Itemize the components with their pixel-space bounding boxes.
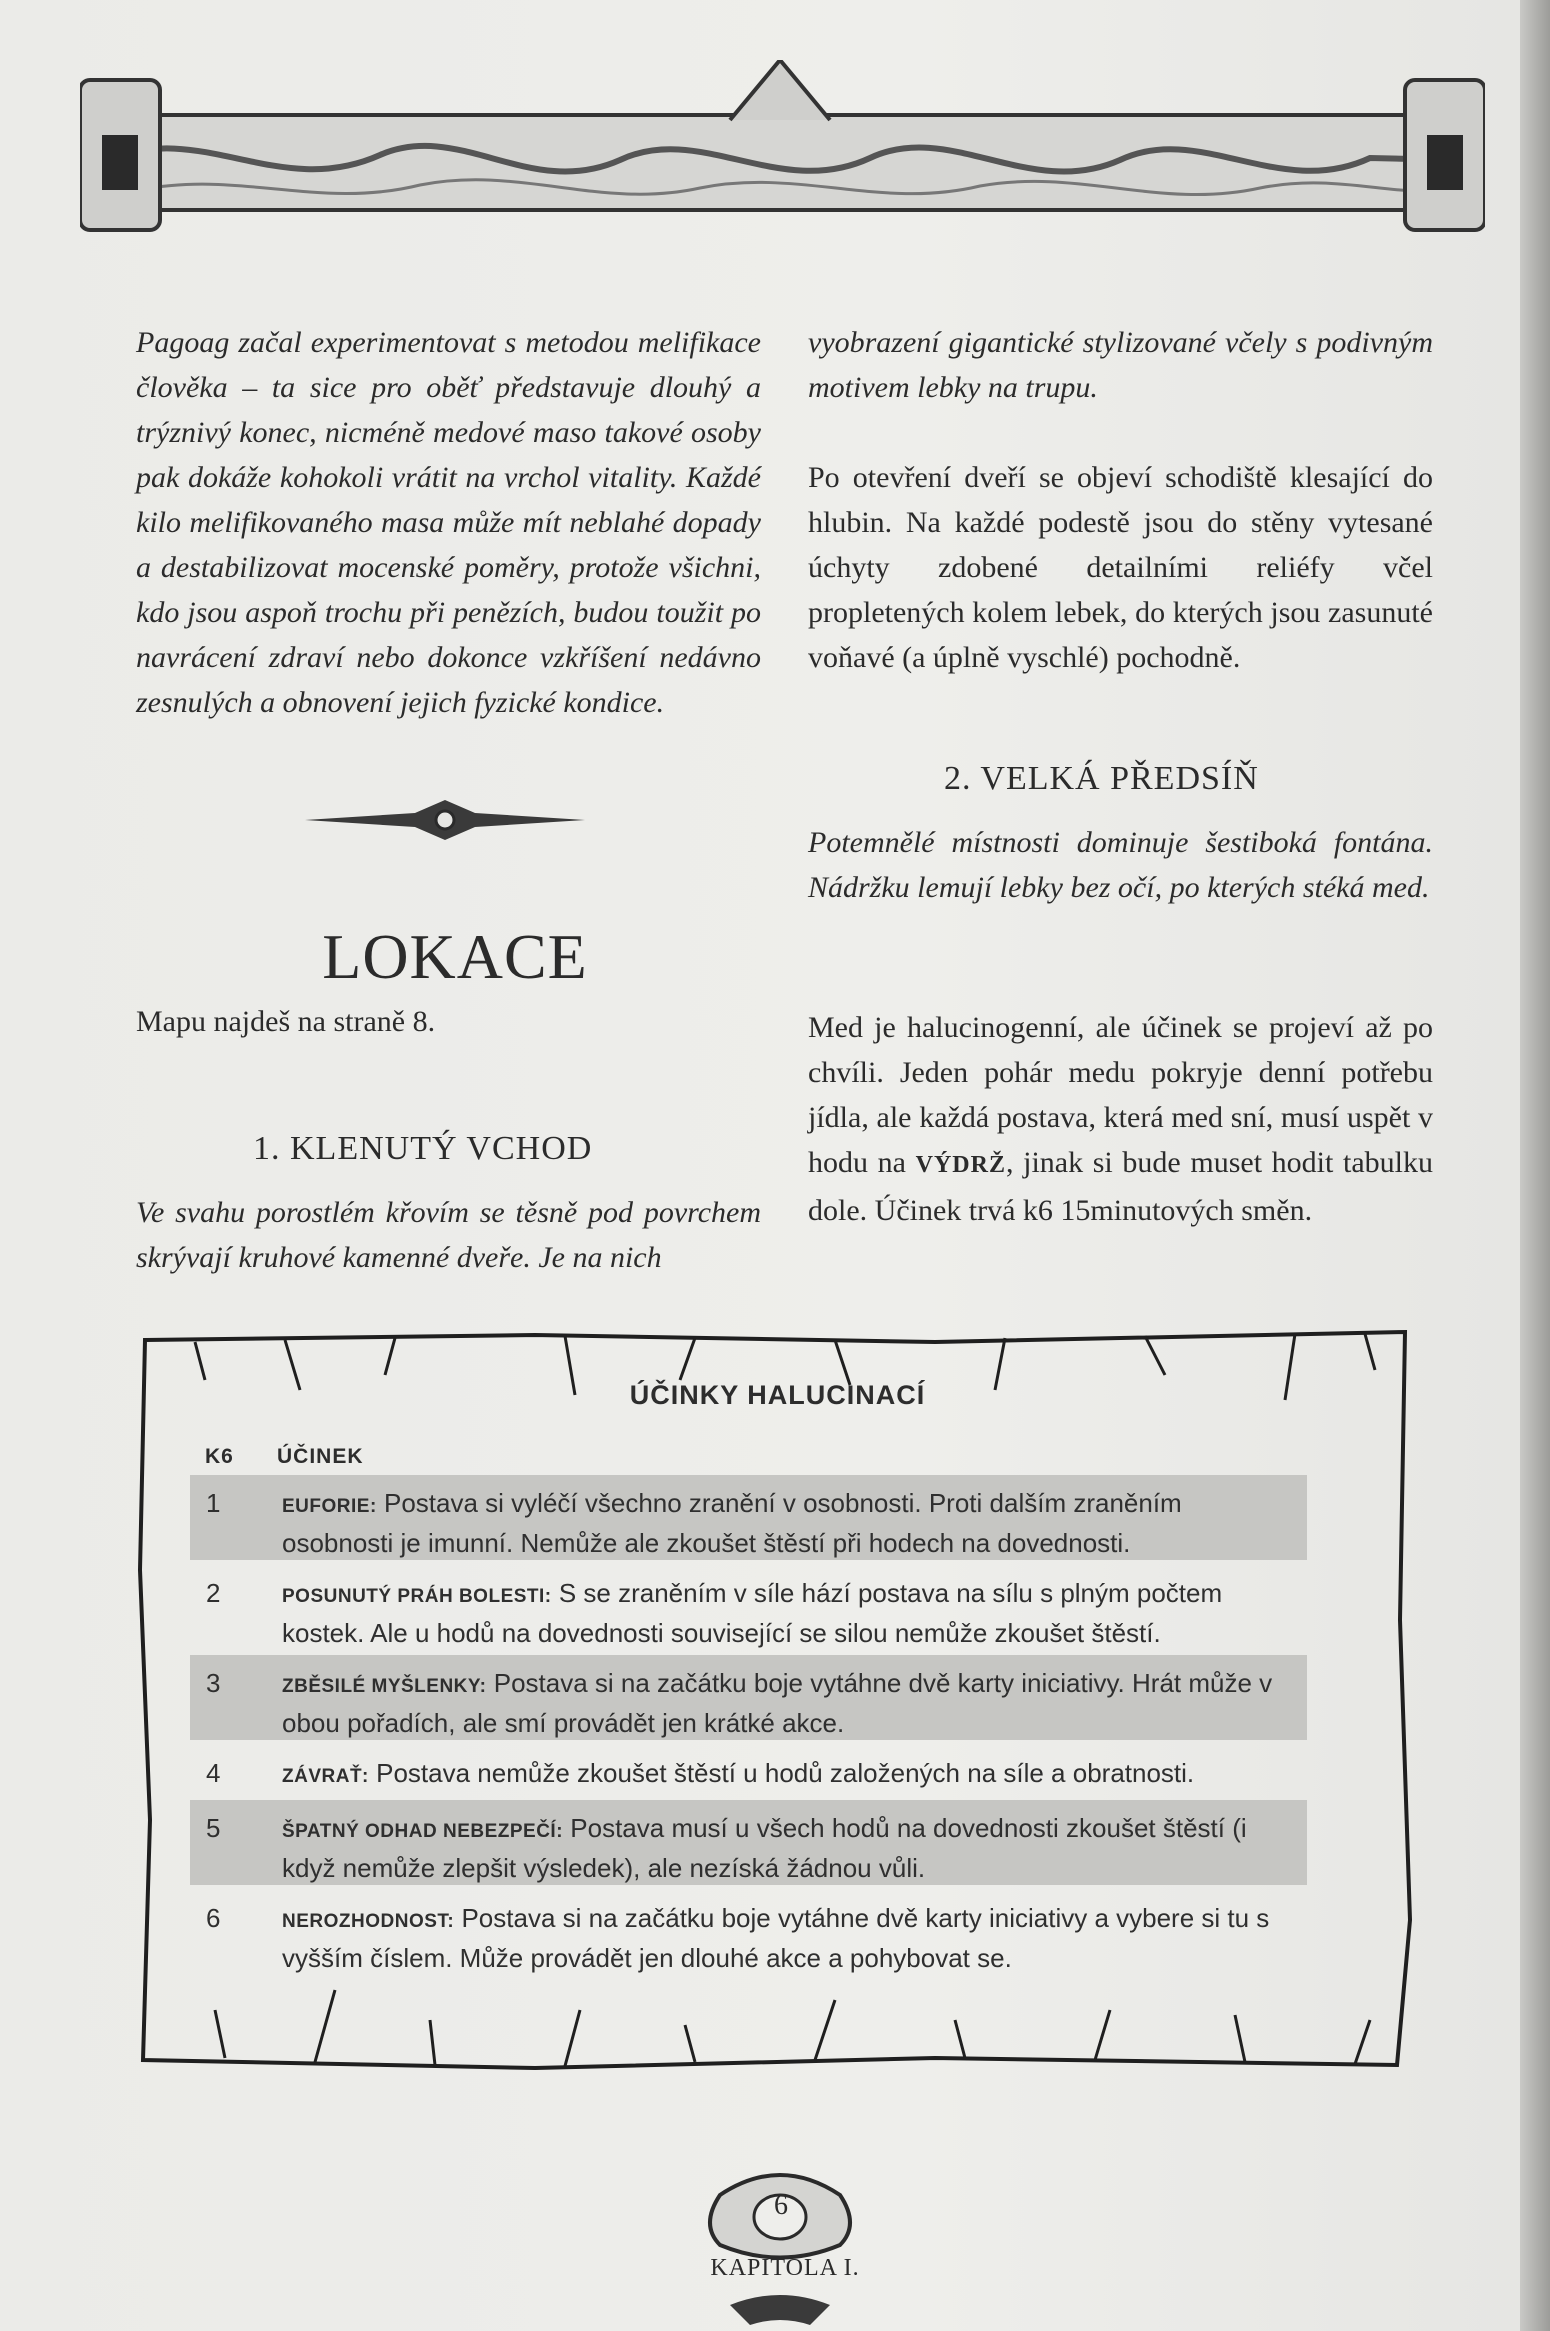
- section-2-body-part2: , jinak si bude muset hodit tabulku dole. Účinek trvá k6 15minutových směn.: [808, 1146, 1433, 1227]
- table-row: [190, 1655, 1307, 1740]
- row-text: Postava musí u všech hodů na dovednosti zkoušet štěstí (i když nemůže zlepšit výsledek), ale nezíská žádnou vůli.: [282, 1813, 1247, 1883]
- page-number: 6: [774, 2190, 788, 2221]
- table-header-die: K6: [205, 1445, 234, 1468]
- row-number: 4: [206, 1758, 221, 1788]
- header-ornament-border: [80, 60, 1485, 235]
- intro-paragraph: Pagoag začal experimentovat s metodou melifikace člověka – ta sice pro oběť představuje dlouhý a trýznivý konec, nicméně medové maso takové osoby pak dokáže kohokoli vrátit na vrchol vitality. Každé kilo melifikovaného masa může mít neblahé dopady a destabilizovat mocenské poměry, protože všichni, kdo jsou aspoň trochu při penězích, budou toužit po navrácení zdraví nebo dokonce vzkříšení nedávno zesnulých a obnovení jejich fyzické kondice.: [136, 326, 761, 719]
- table-row: [190, 1890, 1307, 1975]
- table-row: [190, 1745, 1307, 1795]
- table-row: [190, 1800, 1307, 1885]
- row-number: 1: [206, 1488, 221, 1518]
- right-column: [808, 320, 1433, 680]
- row-text: Postava si vyléčí všechno zranění v osobnosti. Proti dalším zraněním osobnosti je imunní. Nemůže ale zkoušet štěstí při hodech na dovednosti.: [282, 1488, 1182, 1558]
- row-text: Postava si na začátku boje vytáhne dvě karty iniciativy. Hrát může v obou pořadích, ale smí provádět jen krátké akce.: [282, 1668, 1273, 1738]
- row-label: POSUNUTÝ PRÁH BOLESTI:: [282, 1586, 552, 1607]
- row-text: Postava si na začátku boje vytáhne dvě karty iniciativy a vybere si tu s vyšším číslem. Může provádět jen dlouhé akce a pohybovat se.: [282, 1903, 1270, 1973]
- section-divider-ornament: [305, 795, 585, 845]
- row-label: NEROZHODNOST:: [282, 1911, 455, 1932]
- chapter-label: KAPITOLA I.: [710, 2255, 860, 2281]
- row-text: S se zraněním v síle hází postava na sílu s plným počtem kostek. Ale u hodů na dovednosti související se silou nemůže zkoušet štěstí.: [282, 1578, 1223, 1648]
- table-title: ÚČINKY HALUCINACÍ: [629, 1380, 926, 1410]
- map-reference: Mapu najdeš na straně 8.: [136, 1005, 436, 1038]
- table-header-effect: ÚČINEK: [277, 1445, 364, 1468]
- row-number: 2: [206, 1578, 221, 1608]
- left-column: [136, 320, 761, 725]
- table-row: [190, 1475, 1307, 1560]
- hallucination-effects-table: [135, 1320, 1420, 2080]
- locations-heading: LOKACE: [322, 921, 588, 992]
- section-1-body: Po otevření dveří se objeví schodiště klesající do hlubin. Na každé podestě jsou do stěny vytesané úchyty zdobené detailními reliéfy včel propletených kolem lebek, do kterých jsou zasunuté voňavé (a úplně vyschlé) pochodně.: [808, 461, 1433, 674]
- section-1-title: 1. KLENUTÝ VCHOD: [253, 1130, 593, 1167]
- section-2-title: 2. VELKÁ PŘEDSÍŇ: [944, 760, 1259, 797]
- row-number: 3: [206, 1668, 221, 1698]
- row-text: Postava nemůže zkoušet štěstí u hodů založených na síle a obratnosti.: [368, 1758, 1195, 1788]
- row-label: EUFORIE:: [282, 1496, 377, 1517]
- page-edge-shadow: [1520, 0, 1550, 2331]
- row-label: ZBĚSILÉ MYŠLENKY:: [282, 1676, 487, 1697]
- table-row: [190, 1565, 1307, 1650]
- row-label: ZÁVRAŤ:: [282, 1766, 369, 1787]
- section-1-continued: vyobrazení gigantické stylizované včely s podivným motivem lebky na trupu.: [808, 326, 1433, 404]
- row-number: 5: [206, 1813, 221, 1843]
- row-label: ŠPATNÝ ODHAD NEBEZPEČÍ:: [282, 1821, 564, 1842]
- section-2-description: Potemnělé místnosti dominuje šestiboká fontána. Nádržku lemují lebky bez očí, po kterých stéká med.: [808, 826, 1433, 904]
- section-1-description: Ve svahu porostlém křovím se těsně pod povrchem skrývají kruhové kamenné dveře. Je na nich: [136, 1196, 761, 1274]
- row-number: 6: [206, 1903, 221, 1933]
- section-2-body-part1: Med je halucinogenní, ale účinek se projeví až po chvíli. Jeden pohár medu pokryje denní potřebu jídla, ale každá postava, která med sní, musí uspět v hodu na: [808, 1011, 1433, 1179]
- endurance-stat: VÝDRŽ: [915, 1152, 1006, 1178]
- section-2-body: [808, 1005, 1433, 1233]
